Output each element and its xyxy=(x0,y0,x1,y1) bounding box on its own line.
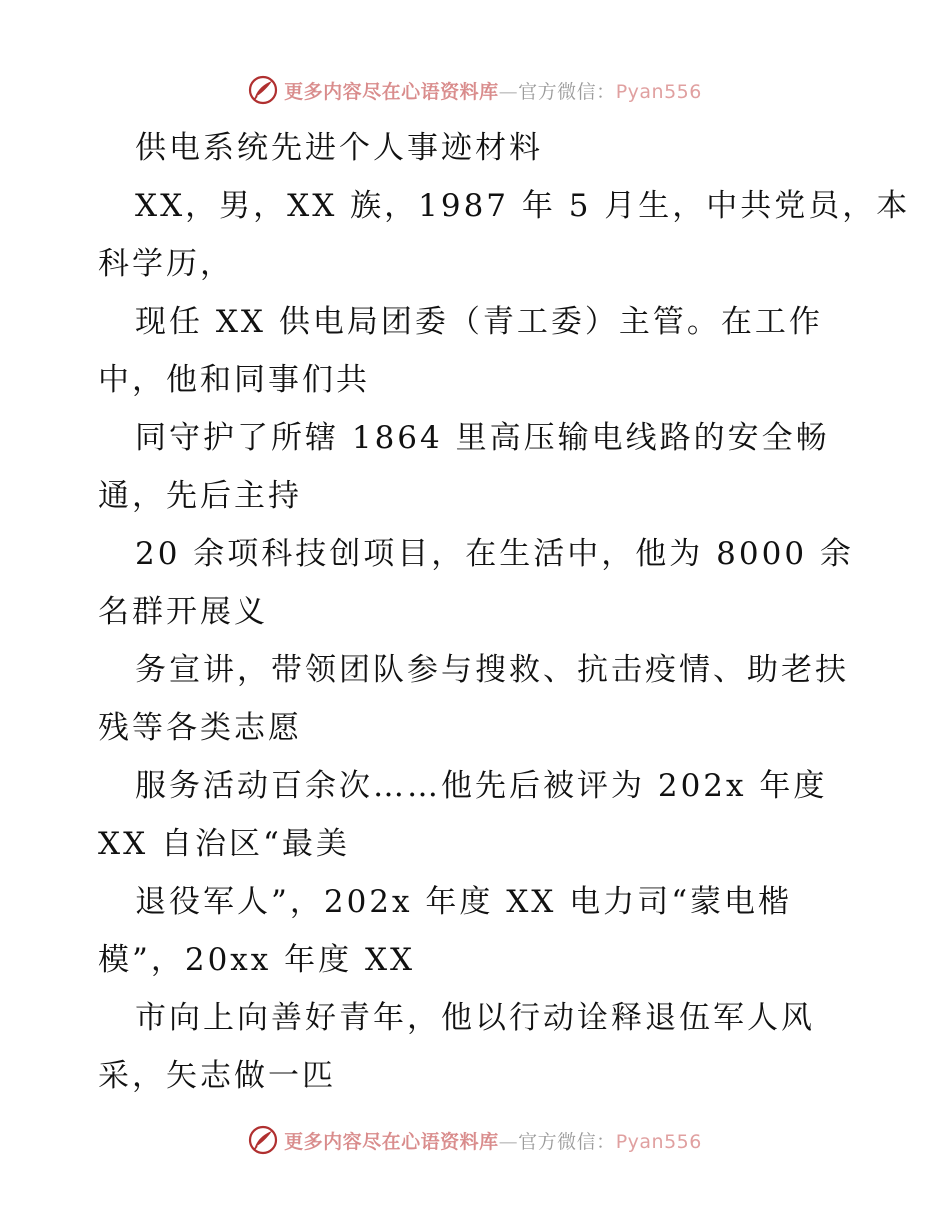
paragraph-line: 现任 XX 供电局团委（青工委）主管。在工作 xyxy=(135,304,823,340)
paragraph-line: 同守护了所辖 1864 里高压输电线路的安全畅 xyxy=(135,420,830,456)
quill-logo-icon xyxy=(248,1125,278,1155)
watermark-brand: 更多内容尽在心语资料库 xyxy=(284,1130,499,1153)
paragraph-line: XX，男，XX 族，1987 年 5 月生，中共党员，本 xyxy=(135,188,911,224)
watermark-dash: — xyxy=(498,80,519,103)
watermark-brand: 更多内容尽在心语资料库 xyxy=(284,80,499,103)
watermark-id: Pyan556 xyxy=(615,1130,702,1153)
footer-watermark xyxy=(0,1122,950,1158)
paragraph-line: 市向上向善好青年，他以行动诠释退伍军人风 xyxy=(135,1000,815,1036)
watermark-contact: 官方微信： xyxy=(518,80,616,103)
paragraph-line: 名群开展义 xyxy=(98,594,268,630)
watermark-text xyxy=(284,77,702,104)
paragraph-line: 务宣讲，带领团队参与搜救、抗击疫情、助老扶 xyxy=(135,652,849,688)
paragraph-line: XX 自治区“最美 xyxy=(98,826,350,862)
paragraph-line: 残等各类志愿 xyxy=(98,710,302,746)
paragraph-line: 中，他和同事们共 xyxy=(98,362,370,398)
paragraph-line: 服务活动百余次……他先后被评为 202x 年度 xyxy=(135,768,828,804)
watermark-id: Pyan556 xyxy=(615,80,702,103)
document-title: 供电系统先进个人事迹材料 xyxy=(135,130,543,166)
watermark-text xyxy=(284,1127,702,1154)
paragraph-line: 科学历， xyxy=(98,246,234,282)
header-watermark xyxy=(0,72,950,108)
quill-logo-icon xyxy=(248,75,278,105)
watermark-dash: — xyxy=(498,1130,519,1153)
paragraph-line: 模”，20xx 年度 XX xyxy=(98,942,416,978)
paragraph-line: 20 余项科技创项目，在生活中，他为 8000 余 xyxy=(135,536,854,572)
paragraph-line: 通，先后主持 xyxy=(98,478,302,514)
watermark-contact: 官方微信： xyxy=(518,1130,616,1153)
paragraph-line: 采，矢志做一匹 xyxy=(98,1058,336,1094)
paragraph-line: 退役军人”，202x 年度 XX 电力司“蒙电楷 xyxy=(135,884,793,920)
